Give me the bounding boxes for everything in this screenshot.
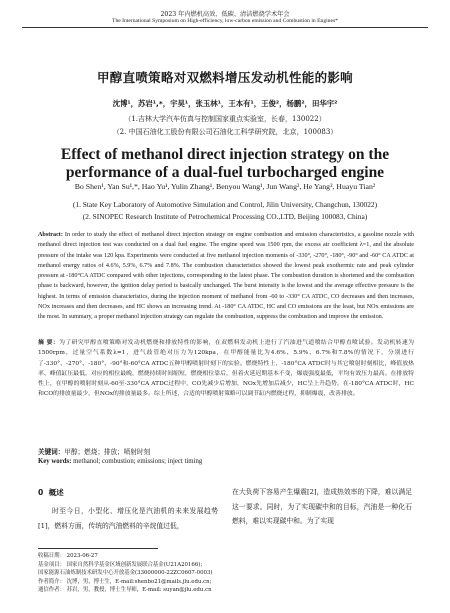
english-keywords-label: Key words: bbox=[38, 458, 72, 465]
section-title: 概述 bbox=[48, 488, 64, 497]
footnote-rule bbox=[38, 548, 158, 549]
chinese-abstract-label: 摘 要： bbox=[38, 340, 60, 346]
abstract-label: Abstract: bbox=[38, 232, 63, 238]
footnote-corresponding: 通信作者： 苏岩，男，教授，博士生导师，E-mail: suyan@jlu.edu.cn bbox=[38, 587, 212, 594]
footnote-author: 作者简介： 沈博，男，博士生，E-mail:shenbo21@mails.jlu.edu.cn; bbox=[38, 578, 212, 585]
intro-left-column: 时至今日，小型化、增压化是汽油机的未来发展趋势[1]，燃料方面，传统的汽油燃料的辛烷值过低， bbox=[38, 507, 218, 530]
chinese-affiliation-2: （2. 中国石油化工股份有限公司石油化工科学研究院，北京，100083） bbox=[112, 128, 338, 136]
intro-right-column: 在大负荷下容易产生爆震[2]，造成热效率的下降，难以满足这一要求。同时，为了实现碳中和的目标，汽油是一种化石燃料，难以实现碳中和。为了实现 bbox=[232, 488, 412, 525]
english-abstract bbox=[38, 230, 414, 323]
english-title bbox=[0, 146, 450, 182]
chinese-abstract-text: 为了研究甲醇直喷策略对发动机燃烧和排放特性的影响，在双燃料发动机上进行了汽油进气道喷结合甲醇直喷试验。发动机转速为1500rpm，过量空气系数λ=1，进气歧管绝对压力为120kpa，在甲醇能量比为4.6%、5.9%、6.7%和7.8%的情况下，分别进行了-330°、-270°、-180°、-90°和-60°CA ATDC五种甲醇喷射时刻下的实验。燃烧特性上，-180°CA ATDC时与其它喷射时刻相比，峰值放热率、峰值缸压最低，对应的相位最晚，燃烧持续时间缩短，燃烧相位靠后，但着火延迟期基本不变，爆震强度最低，平均有效压力最高。在排放特性上，在甲醇的喷射时刻从-60至-330°CA ATDC过程中，CO先减少后增加，NOx先增加后减少，HC呈上升趋势，在-180°CA ATDC时，HC和CO的排放量最少，但NOx的排放量最多。综上所述，合适的甲醇喷射策略可以调节缸内燃烧过程，抑制爆震，改善排放。 bbox=[38, 340, 414, 398]
chinese-authors: 沈博¹，苏岩¹,*，宇昊¹，张玉林¹，王本有¹，王俊²，杨鹏²，田华宇² bbox=[112, 99, 338, 108]
chinese-abstract bbox=[38, 338, 414, 400]
english-affiliation-1: (1. State Key Laboratory of Automotive Simulation and Control, Jilin University, Changchun, 130022) bbox=[72, 200, 378, 209]
footnote-funding-cont: 国家能源石油炼制技术研发中心开放基金(33600000-22ZC0607-0003) bbox=[38, 570, 213, 577]
footnotes bbox=[38, 552, 418, 595]
english-title-line-2: performance of a dual-fuel turbocharged engine bbox=[65, 164, 385, 181]
running-header-cn: 2023 年内燃机高效、低碳、清洁燃烧学术年会 bbox=[160, 11, 290, 18]
section-number: 0 bbox=[38, 488, 44, 497]
english-keywords bbox=[38, 458, 202, 465]
english-authors: Bo Shen¹, Yan Su¹,*, Hao Yu¹, Yulin Zhang¹, Benyou Wang¹, Jun Wang², He Yang², Huayu Tian² bbox=[74, 182, 376, 191]
chinese-title: 甲醇直喷策略对双燃料增压发动机性能的影响 bbox=[96, 70, 353, 85]
chinese-keywords bbox=[38, 446, 150, 456]
abstract-text: In order to study the effect of methanol direct injection strategy on engine combustion and emission characteristics, a gasoline nozzle with methanol direct injection test was conducted on a dual fuel engine. The engine speed was 1500 rpm, the excess air coefficient λ=1, and the absolute pressure of the intake was 120 kpa. Experiments were conducted at five methanol injection moments of -330°, -270°, -180°, -90° and -60° CA ATDC at methanol energy ratios of 4.6%, 5.9%, 6.7% and 7.8%. The combustion characteristics showed the lowest peak exothermic rate and peak cylinder pressure at -180°CA ATDC compared with other injections, corresponding to the latest phase. The combustion duration is shortened and the combustion phase is backward, however, the ignition delay period is basically unchanged. The burst intensity is the lowest and the average effective pressure is the highest. In terms of emission characteristics, during the injection moment of methanol from -60 to -330° CA ATDC, CO decreases and then increases, NOx increases and then decreases, and HC shows an increasing trend. At -180° CA ATDC, HC and CO emissions are the least, but NOx emissions are the most. In summary, a proper methanol injection strategy can regulate the combustion, suppress the combustion and improve the emission. bbox=[38, 232, 414, 321]
english-affiliation-2: (2. SINOPEC Research Institute of Petrochemical Processing CO.,LTD, Beijing 100083, China) bbox=[82, 212, 368, 221]
footnote-received: 收稿日期： 2023-06-27 bbox=[38, 553, 98, 559]
section-heading bbox=[38, 487, 64, 498]
english-keywords-text: methanol; combustion; emissions; inject timing bbox=[73, 458, 203, 465]
chinese-keywords-text: 甲醇；燃烧；排放；喷射时刻 bbox=[64, 448, 151, 456]
footnote-funding: 基金项目： 国家自然科学基金区域创新发展联合基金(U21A20166)； bbox=[38, 561, 206, 568]
chinese-affiliation-1: （1.吉林大学汽车仿真与控制国家重点实验室，长春，130022） bbox=[124, 115, 326, 123]
header-rule bbox=[22, 27, 428, 28]
english-title-line-1: Effect of methanol direct injection strategy on the bbox=[60, 146, 390, 163]
running-header-en: The International Symposium on High-efficiency, low-carbon emission and Combustion in Engines* bbox=[112, 18, 338, 24]
chinese-keywords-label: 关键词： bbox=[38, 448, 65, 456]
